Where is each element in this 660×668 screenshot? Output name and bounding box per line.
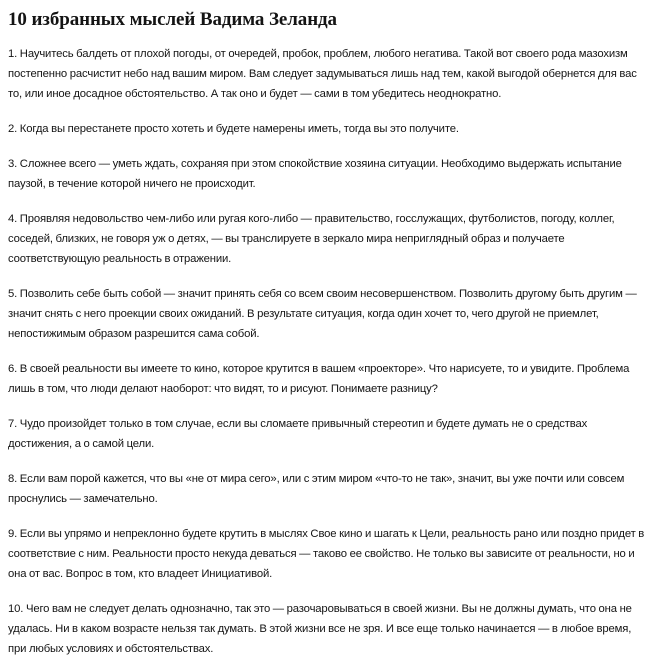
thought-item-2: 2. Когда вы перестанете просто хотеть и будете намерены иметь, тогда вы это получите. [8,123,459,135]
document-title: 10 избранных мыслей Вадима Зеланда [8,9,337,30]
thought-item-5: 5. Позволить себе быть собой — значит принять себя со всем своим несовершенством. Позволить другому быть другим — значит снять с него проекции своих ожиданий. В результате ситуация, когда один хочет то, чего другой не приемлет, непостижимым образом разрешится сама собой. [8,288,637,340]
thought-item-8: 8. Если вам порой кажется, что вы «не от мира сего», или с этим миром «что-то не так», значит, вы уже почти или совсем проснулись — замечательно. [8,473,625,505]
thought-item-4: 4. Проявляя недовольство чем-либо или ругая кого-либо — правительство, госслужащих, футболистов, погоду, коллег, соседей, близких, не говоря уж о детях, — вы транслируете в зеркало мира неприглядный образ и получаете соответствующую реальность в отражении. [8,213,615,265]
thought-item-1: 1. Научитесь балдеть от плохой погоды, от очередей, пробок, проблем, любого негатива. Такой вот своего рода мазохизм постепенно расчистит небо над вашим миром. Вам следует задумываться лишь над тем, какой выгодой обернется для вас то, или иное досадное обстоятельство. А так оно и будет — сами в том убедитесь неоднократно. [8,48,637,100]
thoughts-list [8,44,652,659]
thought-item-9: 9. Если вы упрямо и непреклонно будете крутить в мыслях Свое кино и шагать к Цели, реальность рано или поздно придет в соответствие с ним. Реальности просто некуда деваться — таково ее свойство. Не только вы зависите от реальности, но и она от вас. Вопрос в том, кто владеет Инициативой. [8,528,645,580]
thought-item-6: 6. В своей реальности вы имеете то кино, которое крутится в вашем «проекторе». Что нарисуете, то и увидите. Проблема лишь в том, что люди делают наоборот: что видят, то и рисуют. Понимаете разницу? [8,363,630,395]
thought-item-3: 3. Сложнее всего — уметь ждать, сохраняя при этом спокойствие хозяина ситуации. Необходимо выдержать испытание паузой, в течение которой ничего не происходит. [8,158,622,190]
thought-item-10: 10. Чего вам не следует делать однозначно, так это — разочаровываться в своей жизни. Вы не должны думать, что она не удалась. Ни в каком возрасте нельзя так думать. В этой жизни все не зря. И все еще только начинается — в любое время, при любых условиях и обстоятельствах. [8,603,632,655]
thought-item-7: 7. Чудо произойдет только в том случае, если вы сломаете привычный стереотип и будете думать не о средствах достижения, а о самой цели. [8,418,588,450]
